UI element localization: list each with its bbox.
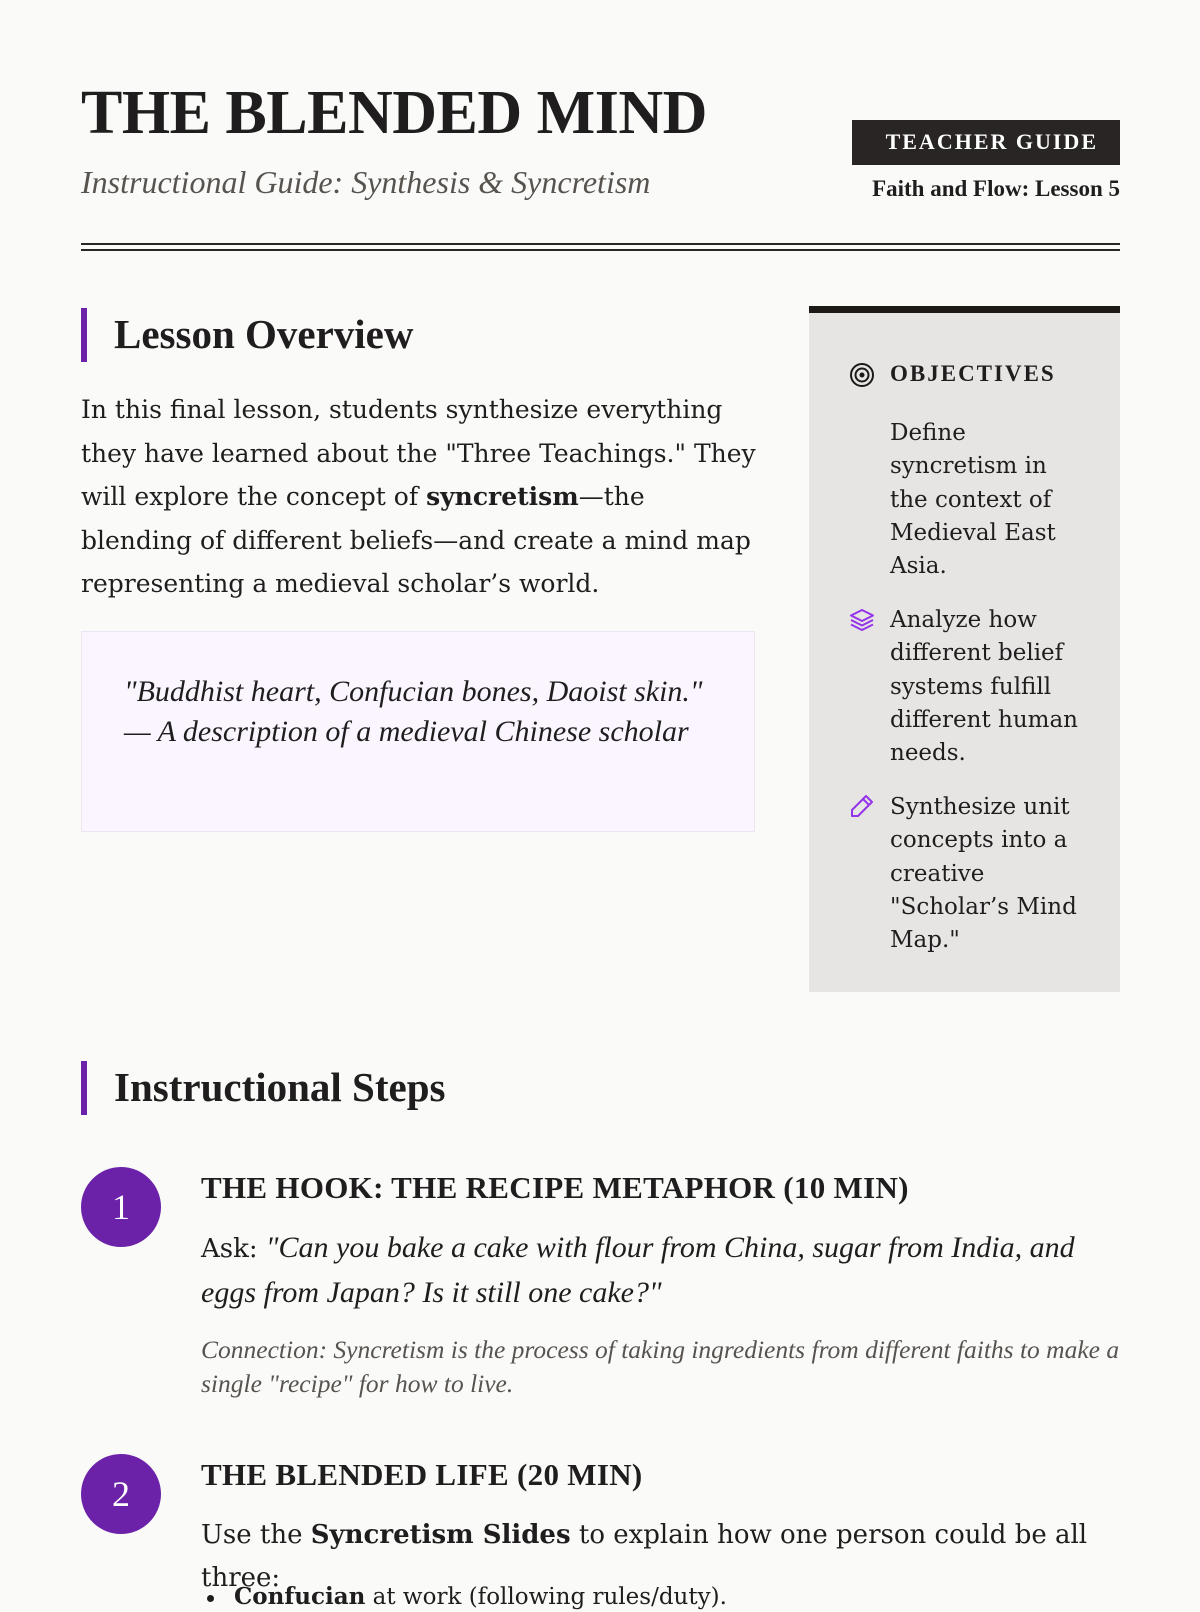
overview-keyword: syncretism bbox=[426, 482, 579, 511]
target-icon bbox=[849, 362, 875, 388]
page-title: THE BLENDED MIND bbox=[81, 79, 707, 147]
step-body-prefix: Ask: bbox=[201, 1234, 266, 1264]
step-body-end: to explain how one person could be all three: bbox=[201, 1520, 1088, 1593]
list-item-text: at work (following rules/duty). bbox=[365, 1584, 727, 1610]
belief-list bbox=[201, 1582, 1120, 1612]
slides-reference: Syncretism Slides bbox=[310, 1520, 571, 1550]
header-divider-top bbox=[81, 243, 1120, 245]
steps-heading: Instructional Steps bbox=[114, 1064, 446, 1110]
heading-accent-bar bbox=[81, 1061, 87, 1115]
step-body bbox=[201, 1226, 1120, 1316]
objective-item: Synthesize unit concepts into a creative "Scholar’s Mind Map." bbox=[890, 794, 1077, 954]
objectives-card bbox=[809, 306, 1120, 992]
list-item bbox=[201, 1582, 1120, 1612]
teacher-guide-badge: TEACHER GUIDE bbox=[852, 120, 1120, 165]
step-connection-note: Connection: Syncretism is the process of taking ingredients from different faiths to make a single "recipe" for how to live. bbox=[201, 1335, 1120, 1398]
scholar-quote: "Buddhist heart, Confucian bones, Daoist skin." — A description of a medieval Chinese scholar bbox=[124, 675, 703, 748]
step-number-badge: 2 bbox=[81, 1454, 161, 1534]
pencil-icon bbox=[849, 793, 875, 819]
objectives-heading: OBJECTIVES bbox=[890, 361, 1056, 386]
quote-box bbox=[81, 631, 755, 832]
step-title: THE HOOK: THE RECIPE METAPHOR (10 MIN) bbox=[201, 1170, 909, 1205]
page-subtitle: Instructional Guide: Synthesis & Syncretism bbox=[81, 164, 651, 200]
overview-paragraph bbox=[81, 388, 761, 606]
step-body-start: Use the bbox=[201, 1520, 311, 1550]
overview-text-start: In this final lesson, students synthesize everything they have learned about the "Three Teachings." They will explore the concept of bbox=[81, 395, 756, 511]
overview-text-end: —the blending of different beliefs—and create a mind map representing a medieval scholar’s world. bbox=[81, 482, 751, 598]
objective-item: Analyze how different belief systems fulfill different human needs. bbox=[890, 607, 1078, 767]
layers-icon bbox=[849, 607, 875, 633]
overview-heading-block bbox=[81, 308, 761, 362]
header-divider-bottom bbox=[81, 249, 1120, 251]
objective-item: Define syncretism in the context of Medieval East Asia. bbox=[890, 420, 1056, 580]
step-question: "Can you bake a cake with flour from China, sugar from India, and eggs from Japan? Is it still one cake?" bbox=[201, 1231, 1075, 1309]
heading-accent-bar bbox=[81, 308, 87, 362]
list-item-label: Confucian bbox=[234, 1583, 366, 1610]
lesson-reference: Faith and Flow: Lesson 5 bbox=[872, 176, 1120, 201]
step-title: THE BLENDED LIFE (20 MIN) bbox=[201, 1457, 643, 1492]
overview-heading: Lesson Overview bbox=[114, 311, 414, 357]
steps-heading-block bbox=[81, 1061, 761, 1115]
step-number-badge: 1 bbox=[81, 1167, 161, 1247]
